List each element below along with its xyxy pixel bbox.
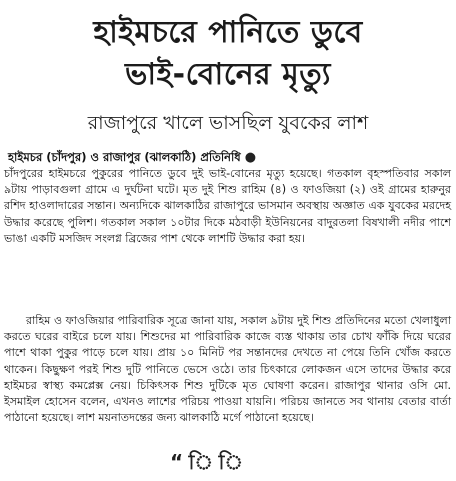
headline-line-2: ভাই-বোনের মৃত্যু	[125, 57, 331, 92]
article-paragraph-2: রাহিম ও ফাওজিয়ার পারিবারিক সূত্রে জানা যায়, সকাল ৯টায় দুই শিশু প্রতিদিনের মতো খেলাধুলা করতে ঘরের বাইরে চলে যায়। শিশুদের মা পারিবারিক কাজে ব্যস্ত থাকায় তার চোখ ফাঁকি দিয়ে ঘরের পাশে থাকা পুকুর পাড়ে চলে যায়। প্রায় ১০ মিনিট পর সন্তানদের দেখতে না পেয়ে তিনি খোঁজ করতে থাকেন। কিছুক্ষণ পরই শিশু দুটি পানিতে ভেসে ওঠে। তার চিৎকারে লোকজন এসে তাদের উদ্ধার করে হাইমচর স্বাস্থ্য কমপ্লেক্স নেয়। চিকিৎসক শিশু দুটিকে মৃত ঘোষণা করেন। রাজাপুর থানার ওসি মো. ইসমাইল হোসেন বলেন, এখনও লাশের পরিচয় পাওয়া যায়নি। পরিচয় জানতে সব থানায় বেতার বার্তা পাঠানো হয়েছে। লাশ ময়নাতদন্তের জন্য ঝালকাঠি মর্গে পাঠানো হয়েছে।	[4, 314, 451, 425]
headline-line-1: হাইমচরে পানিতে ডুবে	[93, 15, 363, 50]
subheadline: রাজাপুরে খালে ভাসছিল যুবকের লাশ	[87, 112, 369, 134]
byline-marker: ●	[244, 150, 257, 165]
byline-text: হাইমচর (চাঁদপুর) ও রাজাপুর (ঝালকাঠি) প্রতিনিধি	[8, 150, 241, 164]
next-article-headline-fragment	[0, 450, 456, 474]
next-headline-glyphs: “ ি ি	[170, 450, 244, 474]
article-paragraph-1: চাঁদপুরের হাইমচরে পুকুরের পানিতে ডুবে দুই ভাই-বোনের মৃত্যু হয়েছে। গতকাল বৃহস্পতিবার সকাল ৯টায় পাড়াবগুলা গ্রামে এ দুর্ঘটনা ঘটে। মৃত দুই শিশু রাহিম (৪) ও ফাওজিয়া (২) ওই গ্রামের হারুনুর রশিদ হাওলাদারের সন্তান। অন্যদিকে ঝালকাঠির রাজাপুরে ভাসমান অবস্থায় অজ্ঞাত এক যুবকের মরদেহ উদ্ধার করেছে পুলিশ। গতকাল সকাল ১০টার দিকে মঠবাড়ী ইউনিয়নের বাদুরতলা বিষখালী নদীর পাশে ভাঙা একটি মসজিদ সংলগ্ন ব্রিজের পাশ থেকে লাশটি উদ্ধার করা হয়।	[4, 167, 451, 245]
byline	[8, 150, 448, 165]
